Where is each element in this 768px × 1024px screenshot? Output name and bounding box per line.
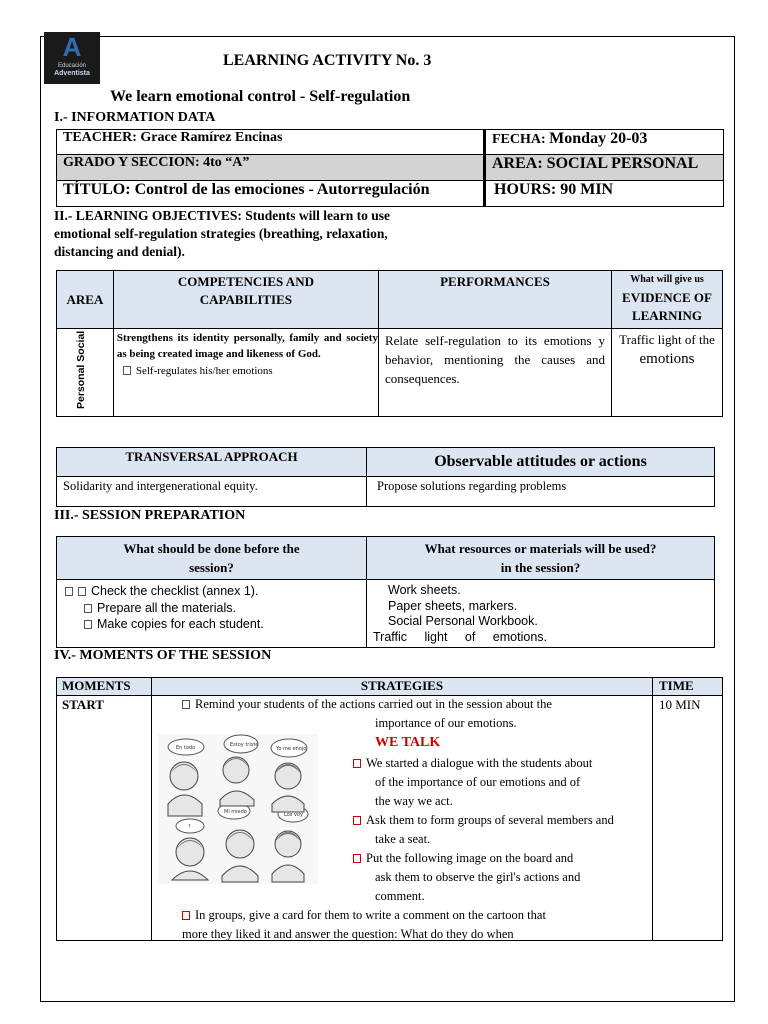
attitudes-text: Propose solutions regarding problems bbox=[377, 479, 567, 493]
header-strategies bbox=[152, 678, 653, 696]
section-3-heading: III.- SESSION PREPARATION bbox=[54, 508, 246, 523]
hours-cell bbox=[485, 181, 724, 207]
competency-cell bbox=[113, 329, 378, 417]
header-time bbox=[653, 678, 723, 696]
before-item-text: Check the checklist (annex 1). bbox=[91, 584, 259, 598]
resource-item: Traffic light of emotions. bbox=[373, 629, 548, 644]
competency-item-text: Self-regulates his/her emotions bbox=[135, 365, 273, 377]
adventist-logo bbox=[44, 32, 100, 84]
preparation-table bbox=[56, 536, 715, 648]
moment-text: START bbox=[62, 697, 104, 712]
strategy-remind bbox=[182, 697, 552, 712]
strategy-groups bbox=[353, 811, 614, 849]
attitudes-header-text: Observable attitudes or actions bbox=[434, 453, 647, 470]
resources-header bbox=[367, 537, 715, 580]
checkbox-icon bbox=[353, 854, 361, 863]
transversal-table bbox=[56, 447, 715, 507]
checkbox-icon bbox=[353, 759, 361, 768]
performance-text: Relate self-regulation to its emotions y behavior, mentioning the causes and consequences. bbox=[384, 333, 605, 386]
section-2-objectives: II.- LEARNING OBJECTIVES: Students will learn to use emotional self-regulation strategies (breathing, relaxation, distancing and denial). bbox=[54, 208, 391, 259]
header-evidence-text: EVIDENCE OF LEARNING bbox=[622, 290, 712, 323]
evidence-text-2: emotions bbox=[639, 351, 695, 367]
before-item-text: Make copies for each student. bbox=[97, 617, 264, 631]
before-item bbox=[65, 583, 366, 600]
header-strategies-text: STRATEGIES bbox=[360, 678, 444, 693]
cartoon-bubble-3: Yo me enojo bbox=[276, 746, 307, 752]
page-title: LEARNING ACTIVITY No. 3 bbox=[223, 52, 432, 69]
page-subtitle: We learn emotional control - Self-regulation bbox=[110, 88, 411, 105]
evidence-text-1: Traffic light of the bbox=[619, 332, 715, 347]
cartoon-bubble-5: Los voy bbox=[284, 812, 303, 818]
strategy-dialogue bbox=[353, 754, 592, 811]
time-text: 10 MIN bbox=[659, 697, 701, 712]
strategy-remind-text: Remind your students of the actions carried out in the session about the bbox=[195, 697, 552, 711]
checkbox-icon bbox=[182, 911, 190, 920]
strategy-line: comment. bbox=[375, 889, 425, 903]
before-cell bbox=[57, 580, 367, 648]
strategy-line: We started a dialogue with the students about bbox=[366, 756, 593, 770]
teacher-text: TEACHER: Grace Ramírez Encinas bbox=[63, 130, 283, 145]
transversal-header-text: TRANSVERSAL APPROACH bbox=[125, 449, 298, 464]
attitudes-cell bbox=[367, 477, 715, 507]
logo-line2: Adventista bbox=[54, 70, 90, 77]
resources-header-line1: What resources or materials will be used? bbox=[424, 541, 657, 556]
strategy-line: the way we act. bbox=[375, 794, 453, 808]
logo-line1: Educación bbox=[57, 63, 87, 69]
hours-text: HOURS: 90 MIN bbox=[494, 181, 614, 198]
titulo-text: TÍTULO: Control de las emociones - Autorregulación bbox=[63, 181, 430, 198]
checkbox-icon bbox=[84, 620, 92, 629]
strategy-line: more they liked it and answer the question: What do they do when bbox=[182, 927, 514, 941]
strategy-line: Put the following image on the board and bbox=[366, 851, 574, 865]
header-performances bbox=[378, 271, 611, 329]
before-item-text: Prepare all the materials. bbox=[97, 600, 236, 615]
evidence-cell bbox=[612, 329, 723, 417]
fecha-cell bbox=[485, 130, 724, 155]
strategy-cards bbox=[182, 906, 546, 944]
header-time-text: TIME bbox=[659, 678, 694, 693]
strategy-line: take a seat. bbox=[375, 832, 431, 846]
fecha-label: FECHA: bbox=[492, 132, 546, 147]
transversal-cell bbox=[57, 477, 367, 507]
moment-cell bbox=[57, 696, 152, 941]
area-vertical-label: Personal Social bbox=[75, 330, 87, 409]
time-cell bbox=[653, 696, 723, 941]
grado-cell bbox=[57, 155, 485, 181]
competency-item bbox=[117, 365, 378, 377]
info-table bbox=[56, 129, 724, 207]
cartoon-bubble-2: Estoy triste bbox=[230, 742, 259, 748]
strategy-line: ask them to observe the girl's actions and bbox=[375, 870, 581, 884]
teacher-cell bbox=[57, 130, 485, 155]
before-item bbox=[65, 600, 366, 617]
checkbox-icon bbox=[353, 816, 361, 825]
header-moments bbox=[57, 678, 152, 696]
header-competencies bbox=[113, 271, 378, 329]
attitudes-header bbox=[367, 448, 715, 477]
strategy-line: Ask them to form groups of several members and bbox=[366, 813, 614, 827]
moments-table bbox=[56, 677, 723, 941]
resources-cell bbox=[367, 580, 715, 648]
logo-mark-icon: A bbox=[62, 32, 82, 62]
before-item bbox=[65, 616, 366, 633]
before-header-line1: What should be done before the bbox=[123, 541, 300, 556]
cartoon-bubble-1: En todo bbox=[176, 745, 196, 751]
checkbox-icon bbox=[123, 366, 131, 375]
cartoon-bubble-4: Mi miedo bbox=[224, 809, 247, 815]
we-talk-heading: WE TALK bbox=[375, 735, 441, 750]
checkbox-icon bbox=[65, 587, 73, 596]
header-area bbox=[57, 271, 114, 329]
transversal-text: Solidarity and intergenerational equity. bbox=[63, 479, 258, 493]
strategy-line: In groups, give a card for them to write a comment on the cartoon that bbox=[195, 908, 546, 922]
area-text: AREA: SOCIAL PERSONAL bbox=[492, 155, 699, 172]
performance-cell bbox=[378, 329, 611, 417]
resources-header-line2: in the session? bbox=[500, 560, 581, 575]
grado-text: GRADO Y SECCION: 4to “A” bbox=[63, 155, 250, 170]
cartoon-illustration bbox=[158, 734, 318, 884]
section-4-heading: IV.- MOMENTS OF THE SESSION bbox=[54, 648, 272, 663]
titulo-cell bbox=[57, 181, 485, 207]
strategies-cell bbox=[152, 696, 653, 941]
competencies-table bbox=[56, 270, 723, 417]
strategy-line: of the importance of our emotions and of bbox=[375, 775, 581, 789]
header-competencies-text: COMPETENCIES AND CAPABILITIES bbox=[177, 274, 314, 307]
before-header-line2: session? bbox=[189, 560, 234, 575]
strategy-remind-line2: importance of our emotions. bbox=[375, 716, 517, 730]
strategy-board bbox=[353, 849, 580, 906]
header-evidence bbox=[612, 271, 723, 329]
competency-text: Strengthens its identity personally, family and society as being created image and likeness of God. bbox=[116, 332, 378, 360]
header-performances-text: PERFORMANCES bbox=[440, 274, 550, 289]
checkbox-icon bbox=[182, 700, 190, 709]
resource-item: Work sheets. bbox=[388, 583, 461, 597]
resource-item: Social Personal Workbook. bbox=[388, 614, 538, 628]
header-area-text: AREA bbox=[66, 291, 104, 307]
transversal-header bbox=[57, 448, 367, 477]
fecha-value: Monday 20-03 bbox=[549, 130, 648, 147]
cartoon-bubble-6: ? bbox=[188, 824, 191, 830]
area-vertical-cell bbox=[57, 329, 114, 417]
area-cell bbox=[485, 155, 724, 181]
header-moments-text: MOMENTS bbox=[62, 678, 131, 693]
section-1-heading: I.- INFORMATION DATA bbox=[54, 110, 216, 125]
checkbox-icon bbox=[78, 587, 86, 596]
resource-item: Paper sheets, markers. bbox=[388, 598, 518, 613]
checkbox-icon bbox=[84, 604, 92, 613]
before-header bbox=[57, 537, 367, 580]
header-evidence-sub: What will give us bbox=[630, 274, 704, 285]
